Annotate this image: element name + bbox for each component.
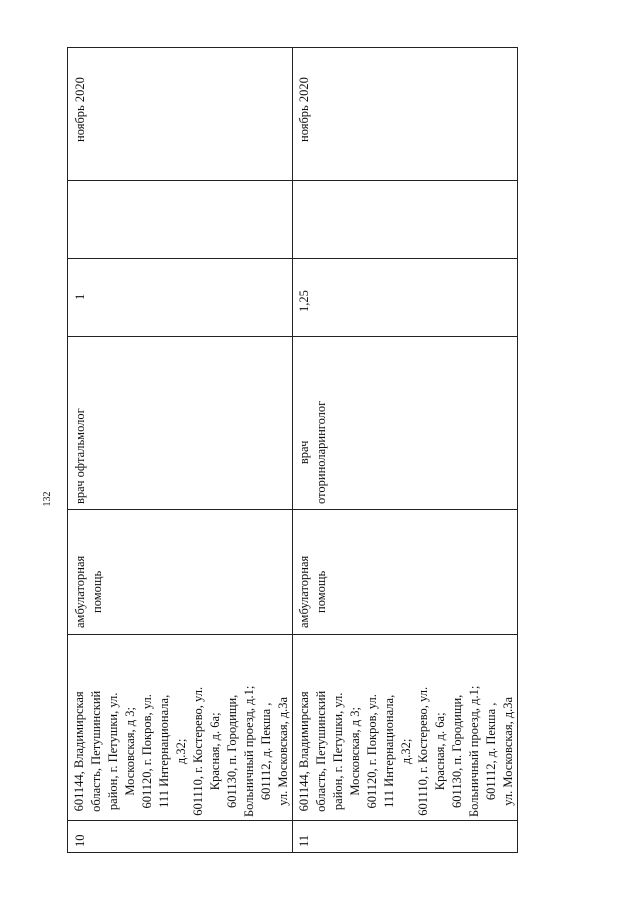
address-line: д.32; [399,738,413,765]
address-line: Московская, д 3; [123,707,137,796]
row-number: 11 [297,834,311,847]
address-line: 601112, д. Пекша , [484,702,498,801]
period-cell: ноябрь 2020 [73,77,87,142]
specialist-line: врач [297,440,311,465]
address-line: область, Петушинский [89,690,103,812]
row-number: 10 [73,834,87,847]
address-line: 601130, п. Городищи, [450,694,464,808]
care-type-line: амбулаторная [297,555,311,628]
period-cell: ноябрь 2020 [297,77,311,142]
specialist-cell [296,401,330,504]
address-line: Московская, д 3; [348,707,362,796]
care-type-cell [296,556,330,628]
care-type-line: амбулаторная [73,555,87,628]
address-line: 601120, г. Покров, ул. [140,694,154,809]
table-divider [292,47,293,853]
specialist-line: оториноларинголог [314,400,328,504]
rate-cell: 1 [73,293,87,300]
address-line: ул. Московская, д.3а [276,696,290,806]
address-line: 601120, г. Покров, ул. [365,694,379,809]
address-line: район, г. Петушки, ул. [106,692,120,811]
address-line: 111 Интернационала, [157,694,171,808]
rate-cell: 1,25 [297,290,311,312]
address-line: 601144, Владимирская [72,691,86,812]
address-line: Больничный проезд, д.1; [467,685,481,817]
specialist-line: врач офтальмолог [73,408,87,504]
address-line: область, Петушинский [314,690,328,812]
address-line: д.32; [174,738,188,765]
care-type-line: помощь [314,570,328,613]
address-line: 601130, п. Городищи, [225,694,239,808]
address-line: район, г. Петушки, ул. [331,692,345,811]
page-number: 132 [42,491,53,507]
specialist-cell [72,408,89,504]
address-line: 601112, д. Пекша , [259,702,273,801]
address-line: Красная, д. 6а; [208,712,222,791]
address-line: ул. Московская, д.3а [501,696,515,806]
address-line: Больничный проезд, д.1; [242,685,256,817]
address-line: 111 Интернационала, [382,694,396,808]
address-line: 601110, г. Костерево, ул. [416,686,430,816]
address-cell [296,686,517,817]
care-type-cell [72,556,106,628]
address-cell [71,686,292,817]
care-type-line: помощь [90,570,104,613]
address-line: 601144, Владимирская [297,691,311,812]
address-line: 601110, г. Костерево, ул. [191,686,205,816]
address-line: Красная, д. 6а; [433,712,447,791]
